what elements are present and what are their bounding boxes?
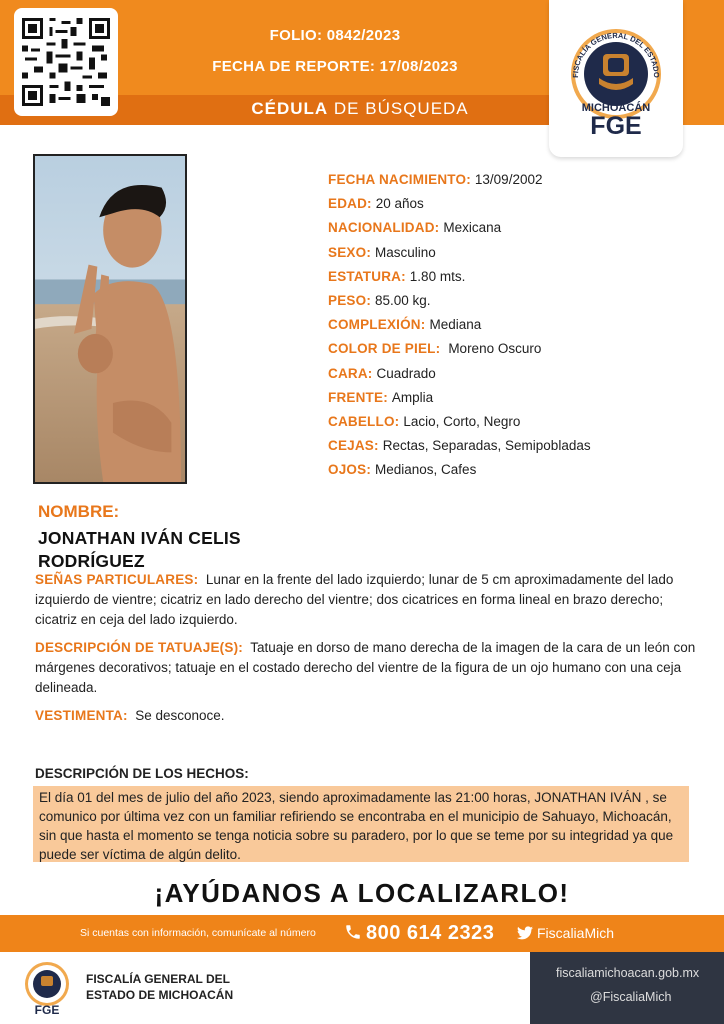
detail-label: CEJAS: <box>328 438 379 454</box>
phone-number-text: 800 614 2323 <box>366 922 495 944</box>
footer-logo <box>18 960 76 1021</box>
detail-value: Rectas, Separadas, Semipobladas <box>382 438 591 454</box>
detail-row-build <box>328 317 708 341</box>
contact-info-text: Si cuentas con información, comunícate al número <box>80 927 316 939</box>
detail-label: OJOS: <box>328 462 372 478</box>
clothing <box>35 706 707 726</box>
distinguishing-marks-text: Lunar en la frente del lado izquierdo; lunar de 5 cm aproximadamente del lado izquierdo de vientre; cicatriz en lado derecho del vientre; dos cicatrices en forma lineal en brazo derecho; cicatriz en ceja del lado izquierdo. <box>35 572 674 627</box>
logo-ring-text: FISCALÍA GENERAL DEL ESTADO <box>570 30 662 78</box>
fge-seal-small-icon <box>18 960 76 1016</box>
call-to-action: ¡AYÚDANOS A LOCALIZARLO! <box>154 878 570 908</box>
facts-label: DESCRIPCIÓN DE LOS HECHOS: <box>35 766 249 781</box>
name-label: NOMBRE: <box>38 502 120 521</box>
detail-label: SEXO: <box>328 244 372 260</box>
website-link[interactable]: fiscaliamichoacan.gob.mx <box>556 966 700 980</box>
footer-org-name <box>86 971 233 1003</box>
distinguishing-marks-label: SEÑAS PARTICULARES: <box>35 572 199 587</box>
detail-row-forehead <box>328 390 708 414</box>
detail-label: COMPLEXIÓN: <box>328 317 426 333</box>
detail-value: 20 años <box>375 196 424 212</box>
footer-links <box>530 952 724 1024</box>
person-name-line2: RODRÍGUEZ <box>38 551 145 571</box>
twitter-link[interactable] <box>517 925 614 941</box>
contact-bar <box>0 915 724 952</box>
missing-person-photo <box>33 154 187 484</box>
detail-row-weight <box>328 293 708 317</box>
phone-number[interactable] <box>344 922 494 945</box>
logo-fge: FGE <box>590 112 642 140</box>
footer-org-line1: FISCALÍA GENERAL DEL <box>86 972 231 986</box>
detail-value: 85.00 kg. <box>375 292 431 308</box>
detail-row-hair <box>328 414 708 438</box>
tattoo-description-label: DESCRIPCIÓN DE TATUAJE(S): <box>35 640 243 655</box>
detail-value: Masculino <box>375 244 436 260</box>
twitter-handle-text: FiscaliaMich <box>537 925 615 941</box>
detail-value: Mediana <box>429 317 482 333</box>
detail-row-height <box>328 269 708 293</box>
facts-description: El día 01 del mes de julio del año 2023, siendo aproximadamente las 21:00 horas, JONATHAN IVÁN , se comunico por última vez con un familiar refiriendo se encontraba en el municipio de Sahuayo, Michoacán, sin que hasta el momento se tenga noticia sobre su paradero, por lo que se teme por su integridad ya que puede ser víctima de algún delito. <box>33 786 689 862</box>
clothing-text: Se desconoce. <box>135 708 225 723</box>
tattoo-description-text: Tatuaje en dorso de mano derecha de la imagen de la cara de un león con márgenes decorativos; tatuaje en el costado derecho del vientre de la figura de un ojo humano con una ceja delineada. <box>35 640 696 695</box>
document-title <box>150 99 570 119</box>
document-title-rest: DE BÚSQUEDA <box>328 99 469 118</box>
detail-value: Amplia <box>391 389 434 405</box>
person-name <box>38 527 318 573</box>
physical-details <box>328 172 708 486</box>
detail-row-age <box>328 196 708 220</box>
detail-row-face <box>328 366 708 390</box>
folio-number: FOLIO: 0842/2023 <box>269 27 401 44</box>
detail-row-birthdate <box>328 172 708 196</box>
detail-value: Moreno Oscuro <box>448 341 542 357</box>
detail-label: EDAD: <box>328 196 372 212</box>
detail-value: 1.80 mts. <box>409 268 466 284</box>
tattoo-description <box>35 638 707 698</box>
twitter-icon <box>517 926 533 940</box>
detail-label: COLOR DE PIEL: <box>328 341 441 357</box>
detail-label: CARA: <box>328 365 373 381</box>
qr-code[interactable] <box>14 8 118 116</box>
detail-label: PESO: <box>328 292 372 308</box>
clothing-label: VESTIMENTA: <box>35 708 128 723</box>
detail-value: Mexicana <box>443 220 502 236</box>
detail-label: NACIONALIDAD: <box>328 220 440 236</box>
detail-value: Lacio, Corto, Negro <box>403 413 521 429</box>
logo-state: MICHOACÁN <box>581 102 651 114</box>
distinguishing-marks <box>35 570 707 630</box>
detail-label: ESTATURA: <box>328 268 406 284</box>
person-photo-image <box>35 156 185 482</box>
social-handle-link[interactable]: @FiscaliaMich <box>590 990 672 1004</box>
detail-label: FECHA NACIMIENTO: <box>328 172 471 187</box>
detail-value: Cuadrado <box>376 365 436 381</box>
footer-org-line2: ESTADO DE MICHOACÁN <box>86 988 234 1002</box>
fge-logo-box <box>549 0 683 157</box>
phone-icon <box>344 923 362 941</box>
detail-value: Medianos, Cafes <box>375 462 477 478</box>
document-title-bold: CÉDULA <box>251 99 329 118</box>
detail-label: CABELLO: <box>328 413 400 429</box>
person-name-line1: JONATHAN IVÁN CELIS <box>38 528 241 548</box>
report-date: FECHA DE REPORTE: 17/08/2023 <box>212 58 458 75</box>
footer-logo-fge: FGE <box>34 1003 60 1016</box>
detail-row-nationality <box>328 220 708 244</box>
detail-value: 13/09/2002 <box>474 172 543 187</box>
detail-row-skin <box>328 341 708 365</box>
detail-row-eyebrows <box>328 438 708 462</box>
detail-row-eyes <box>328 462 708 486</box>
detail-row-sex <box>328 245 708 269</box>
detail-label: FRENTE: <box>328 389 388 405</box>
qr-code-icon <box>22 16 110 108</box>
